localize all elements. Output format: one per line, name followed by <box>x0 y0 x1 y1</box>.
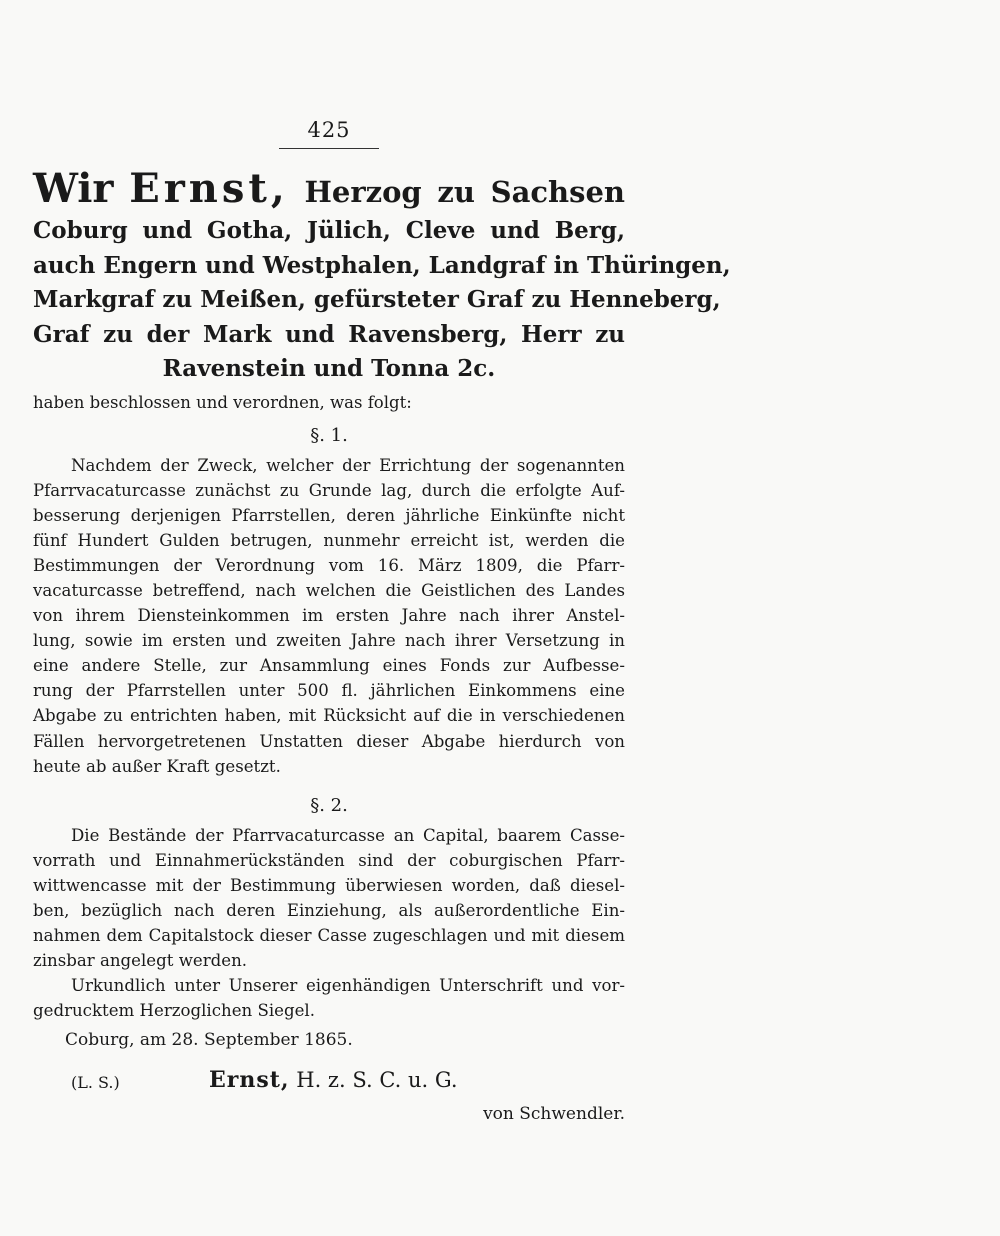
signature-row <box>33 1067 625 1101</box>
section-1 <box>33 423 625 779</box>
page-number-rule <box>279 148 379 149</box>
text-line: fünf Hundert Gulden betrugen, nunmehr erreicht ist, werden die <box>33 530 625 550</box>
signature <box>209 1067 458 1093</box>
decree-header-first-line <box>33 167 625 214</box>
section-heading: §. 2. <box>310 794 348 816</box>
text-line: Fällen hervorgetretenen Unstatten dieser Abgabe hierdurch von <box>33 731 625 751</box>
text-line: Die Bestände der Pfarrvacaturcasse an Capital, baarem Casse- <box>71 825 625 845</box>
decree-header-line: Graf zu der Mark und Ravensberg, Herr zu <box>33 320 625 348</box>
text-line: rung der Pfarrstellen unter 500 fl. jährlichen Einkommens eine <box>33 681 625 701</box>
text-line: heute ab außer Kraft gesetzt. <box>33 756 281 776</box>
text-line: Pfarrvacaturcasse zunächst zu Grunde lag, durch die erfolgte Auf- <box>33 480 625 500</box>
decree-header-title: Herzog zu Sachsen <box>304 175 625 209</box>
text-line: nahmen dem Capitalstock dieser Casse zugeschlagen und mit diesem <box>33 926 625 946</box>
text-line: von ihrem Diensteinkommen im ersten Jahre nach ihrer Anstel- <box>33 606 625 626</box>
text-line: vorrath und Einnahmerückständen sind der coburgischen Pfarr- <box>33 850 625 870</box>
place-date: Coburg, am 28. September 1865. <box>65 1030 353 1051</box>
signature-name: Ernst, <box>209 1067 290 1094</box>
closing-line: Urkundlich unter Unserer eigenhändigen Unterschrift und vor- <box>71 976 625 996</box>
decree-header-line: auch Engern und Westphalen, Landgraf in Thüringen, <box>33 251 731 279</box>
text-line: vacaturcasse betreffend, nach welchen die Geistlichen des Landes <box>33 580 625 600</box>
text-line: lung, sowie im ersten und zweiten Jahre nach ihrer Versetzung in <box>33 631 625 651</box>
text-line: eine andere Stelle, zur Ansammlung eines Fonds zur Aufbesse- <box>33 656 625 676</box>
text-line: Bestimmungen der Verordnung vom 16. März 1809, die Pfarr- <box>33 555 625 575</box>
section-heading: §. 1. <box>310 424 348 446</box>
text-line: wittwencasse mit der Bestimmung überwiesen worden, daß diesel- <box>33 875 625 895</box>
decree-header <box>33 165 731 387</box>
text-line: besserung derjenigen Pfarrstellen, deren jährliche Einkünfte nicht <box>33 505 625 525</box>
page-number: 425 <box>307 118 351 142</box>
text-line: ben, bezüglich nach deren Einziehung, als außerordentliche Ein- <box>33 901 625 920</box>
intro-line: haben beschlossen und verordnen, was folgt: <box>33 392 412 412</box>
section-2 <box>33 793 625 974</box>
decree-header-line: Ravenstein und Tonna 2c. <box>162 355 496 382</box>
decree-header-line: Markgraf zu Meißen, gefürsteter Graf zu Henneberg, <box>33 286 721 313</box>
closing-line: gedrucktem Herzoglichen Siegel. <box>33 1001 316 1021</box>
seal-mark: (L. S.) <box>71 1073 120 1093</box>
decree-header-wir: Wir <box>33 165 114 212</box>
countersignature: von Schwendler. <box>483 1104 625 1125</box>
text-line: Nachdem der Zweck, welcher der Errichtung der sogenannten <box>71 455 625 475</box>
text-line: Abgabe zu entrichten haben, mit Rücksicht auf die in verschiedenen <box>33 706 625 726</box>
text-line: zinsbar angelegt werden. <box>33 951 248 971</box>
closing-formula <box>33 973 625 1023</box>
decree-header-name: Ernst, <box>129 165 289 212</box>
signature-title: H. z. S. C. u. G. <box>296 1068 458 1093</box>
text-column <box>33 118 731 1127</box>
decree-header-line: Coburg und Gotha, Jülich, Cleve und Berg, <box>33 217 625 244</box>
